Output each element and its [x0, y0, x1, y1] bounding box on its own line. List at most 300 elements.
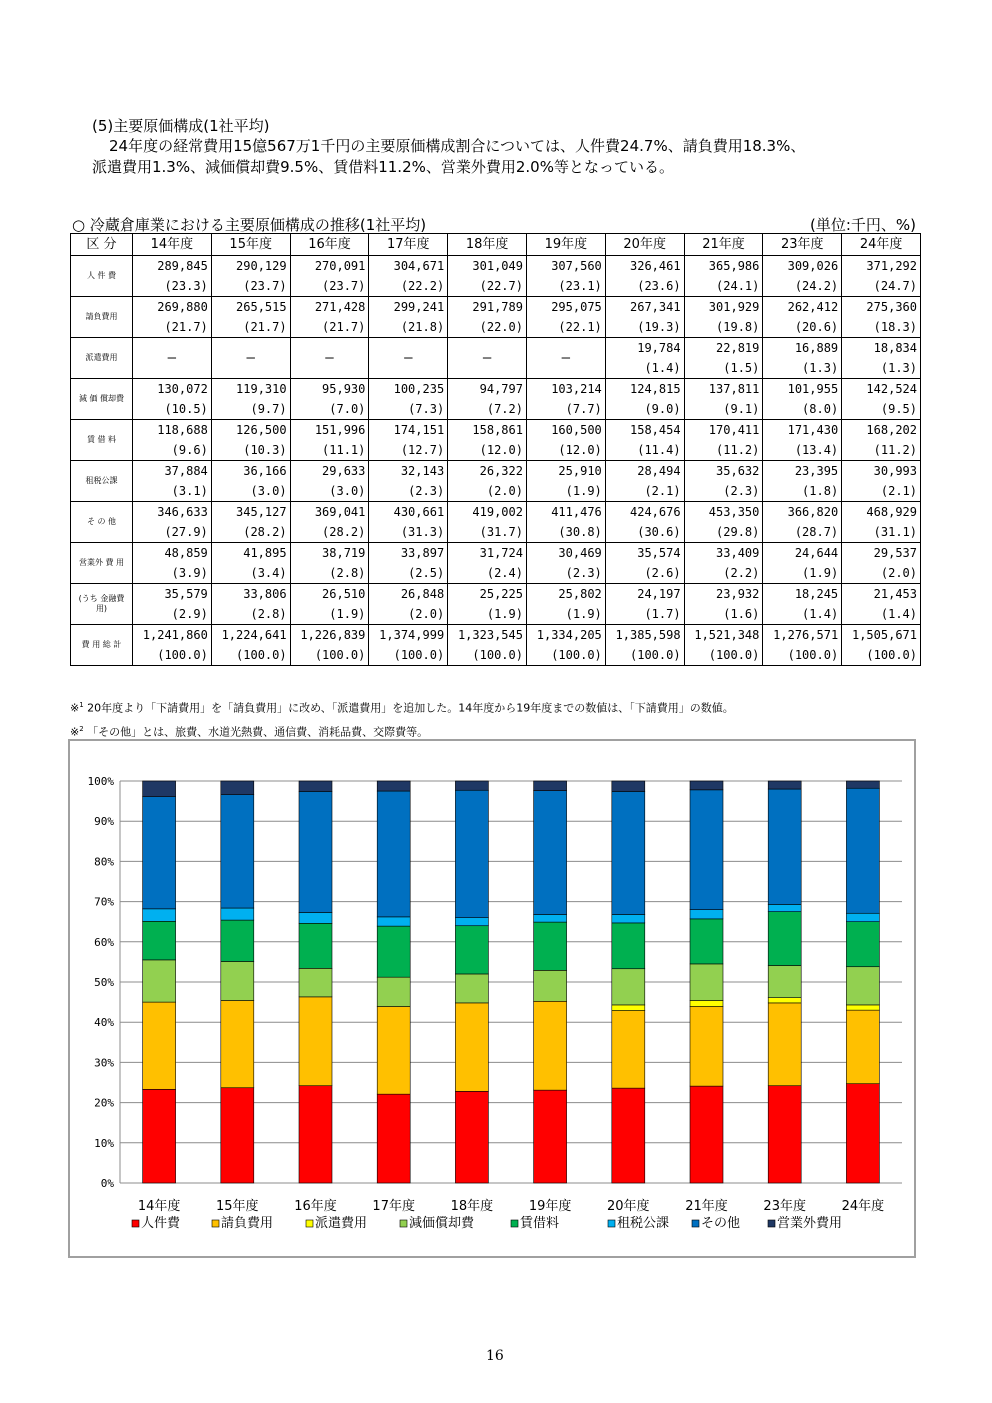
- cell-value: 160,500: [526, 420, 605, 441]
- row-category-label: 費 用 総 計: [71, 625, 133, 666]
- cell-value: 35,574: [605, 543, 684, 564]
- cell-percent: (2.8): [290, 563, 369, 584]
- legend-label: 減価償却費: [409, 1216, 475, 1231]
- cell-value: 168,202: [842, 420, 921, 441]
- cell-percent: (22.7): [448, 276, 527, 297]
- cell-percent: (100.0): [290, 645, 369, 666]
- cell-value: 291,789: [448, 297, 527, 318]
- bar-segment: [690, 910, 723, 919]
- cell-value: 37,884: [133, 461, 212, 482]
- header-year: 19年度: [526, 234, 605, 256]
- cell-percent: (8.0): [763, 399, 842, 420]
- bar-segment: [455, 926, 488, 974]
- bar-segment: [612, 791, 645, 914]
- cell-value: 174,151: [369, 420, 448, 441]
- cell-percent: (2.1): [605, 481, 684, 502]
- table-row-percent: [71, 440, 921, 461]
- cell-percent: (2.0): [369, 604, 448, 625]
- table-unit: (単位:千円、%): [809, 216, 916, 234]
- cell-percent: (100.0): [369, 645, 448, 666]
- row-category-label: 租税公課: [71, 461, 133, 502]
- table-row-percent: [71, 563, 921, 584]
- legend-label: 営業外費用: [777, 1216, 843, 1231]
- cell-value: 24,197: [605, 584, 684, 605]
- cell-percent: (7.7): [526, 399, 605, 420]
- row-category-label: (うち 金融費用): [71, 584, 133, 625]
- cell-percent: (1.4): [605, 358, 684, 379]
- cell-value: 95,930: [290, 379, 369, 400]
- y-tick-label: 100%: [87, 775, 114, 788]
- bar-segment: [846, 781, 879, 788]
- table-row-percent: [71, 522, 921, 543]
- bar-segment: [768, 966, 801, 998]
- cell-percent: (7.3): [369, 399, 448, 420]
- header-year: 15年度: [211, 234, 290, 256]
- cell-percent: (13.4): [763, 440, 842, 461]
- cell-value: 307,560: [526, 256, 605, 277]
- cell-value: 119,310: [211, 379, 290, 400]
- x-tick-label: 14年度: [137, 1199, 181, 1214]
- cell-dash: —: [211, 338, 290, 379]
- cell-value: 126,500: [211, 420, 290, 441]
- cell-value: 23,932: [684, 584, 763, 605]
- bar-segment: [221, 908, 254, 920]
- legend-label: 請負費用: [221, 1216, 274, 1231]
- y-tick-label: 20%: [94, 1096, 114, 1110]
- bar-segment: [846, 967, 879, 1005]
- table-header-row: [71, 234, 921, 256]
- legend-label: 賃借料: [520, 1216, 560, 1231]
- cell-value: 142,524: [842, 379, 921, 400]
- cell-value: 468,929: [842, 502, 921, 523]
- bar-segment: [534, 922, 567, 970]
- cell-value: 326,461: [605, 256, 684, 277]
- cell-percent: (11.2): [684, 440, 763, 461]
- table-row-values: [71, 584, 921, 605]
- cell-percent: (1.4): [763, 604, 842, 625]
- bar-segment: [612, 1005, 645, 1011]
- bar-segment: [377, 1094, 410, 1183]
- table-row-values: [71, 543, 921, 564]
- bar-segment: [377, 791, 410, 917]
- cell-value: 1,385,598: [605, 625, 684, 646]
- bar-segment: [534, 914, 567, 922]
- cell-value: 103,214: [526, 379, 605, 400]
- cell-percent: (2.0): [448, 481, 527, 502]
- bar-segment: [143, 1002, 176, 1089]
- bar-segment: [846, 788, 879, 913]
- cell-percent: (1.5): [684, 358, 763, 379]
- cell-value: 271,428: [290, 297, 369, 318]
- cell-value: 304,671: [369, 256, 448, 277]
- table-row-values: [71, 379, 921, 400]
- legend-swatch: [608, 1220, 615, 1227]
- cell-value: 30,469: [526, 543, 605, 564]
- bar-segment: [846, 1010, 879, 1084]
- bar-segment: [143, 921, 176, 960]
- cell-percent: (100.0): [605, 645, 684, 666]
- header-year: 21年度: [684, 234, 763, 256]
- bar-segment: [221, 795, 254, 908]
- cell-percent: (24.7): [842, 276, 921, 297]
- summary-text: [92, 136, 932, 178]
- cell-value: 411,476: [526, 502, 605, 523]
- cell-value: 1,276,571: [763, 625, 842, 646]
- cell-value: 29,633: [290, 461, 369, 482]
- legend-label: 人件費: [141, 1216, 181, 1231]
- bar-segment: [299, 1086, 332, 1183]
- cell-percent: (22.2): [369, 276, 448, 297]
- cell-value: 101,955: [763, 379, 842, 400]
- cell-percent: (10.5): [133, 399, 212, 420]
- cell-percent: (1.3): [842, 358, 921, 379]
- cell-percent: (100.0): [448, 645, 527, 666]
- legend-swatch: [306, 1220, 313, 1227]
- cell-value: 1,323,545: [448, 625, 527, 646]
- y-tick-label: 70%: [94, 895, 114, 909]
- cell-value: 366,820: [763, 502, 842, 523]
- header-year: 14年度: [133, 234, 212, 256]
- cell-percent: (19.3): [605, 317, 684, 338]
- cell-value: 1,334,205: [526, 625, 605, 646]
- cell-percent: (2.4): [448, 563, 527, 584]
- cell-value: 301,049: [448, 256, 527, 277]
- cell-percent: (1.4): [842, 604, 921, 625]
- cell-value: 424,676: [605, 502, 684, 523]
- cell-percent: (28.7): [763, 522, 842, 543]
- cell-value: 30,993: [842, 461, 921, 482]
- row-category-label: 減 価 償却費: [71, 379, 133, 420]
- cell-percent: (21.7): [290, 317, 369, 338]
- cell-value: 100,235: [369, 379, 448, 400]
- cell-value: 290,129: [211, 256, 290, 277]
- y-tick-label: 0%: [100, 1177, 114, 1190]
- cell-percent: (100.0): [526, 645, 605, 666]
- cell-percent: (23.3): [133, 276, 212, 297]
- bar-segment: [455, 790, 488, 917]
- header-year: 24年度: [842, 234, 921, 256]
- cell-percent: (12.0): [526, 440, 605, 461]
- cell-percent: (3.0): [211, 481, 290, 502]
- cell-value: 262,412: [763, 297, 842, 318]
- cell-dash: —: [526, 338, 605, 379]
- x-tick-label: 19年度: [528, 1199, 572, 1214]
- bar-segment: [299, 968, 332, 997]
- cell-value: 130,072: [133, 379, 212, 400]
- cell-value: 419,002: [448, 502, 527, 523]
- cell-percent: (28.2): [290, 522, 369, 543]
- table-row-percent: [71, 399, 921, 420]
- row-category-label: 賃 借 料: [71, 420, 133, 461]
- cell-percent: (2.5): [369, 563, 448, 584]
- bar-segment: [768, 912, 801, 966]
- bar-segment: [612, 1088, 645, 1183]
- legend-swatch: [768, 1220, 775, 1227]
- table-row-percent: [71, 481, 921, 502]
- row-category-label: 営業外 費 用: [71, 543, 133, 584]
- cell-value: 24,644: [763, 543, 842, 564]
- cell-percent: (18.3): [842, 317, 921, 338]
- cell-percent: (24.1): [684, 276, 763, 297]
- cell-percent: (9.0): [605, 399, 684, 420]
- cell-value: 137,811: [684, 379, 763, 400]
- bar-segment: [299, 912, 332, 923]
- table-row-values: [71, 256, 921, 277]
- legend-label: 派遣費用: [315, 1216, 368, 1231]
- bar-segment: [377, 1007, 410, 1095]
- cell-value: 275,360: [842, 297, 921, 318]
- cell-percent: (22.1): [526, 317, 605, 338]
- cell-value: 1,505,671: [842, 625, 921, 646]
- cell-value: 171,430: [763, 420, 842, 441]
- summary-line-2: 派遣費用1.3%、減価償却費9.5%、賃借料11.2%、営業外費用2.0%等となっている。: [92, 158, 674, 176]
- cell-percent: (3.4): [211, 563, 290, 584]
- cell-dash: —: [369, 338, 448, 379]
- cell-value: 35,632: [684, 461, 763, 482]
- table-row-values: [71, 461, 921, 482]
- header-year: 16年度: [290, 234, 369, 256]
- bar-segment: [612, 1011, 645, 1089]
- cell-value: 295,075: [526, 297, 605, 318]
- bar-segment: [768, 904, 801, 911]
- cell-percent: (9.5): [842, 399, 921, 420]
- cell-value: 453,350: [684, 502, 763, 523]
- bar-segment: [612, 914, 645, 922]
- notes: [70, 695, 734, 742]
- bar-segment: [846, 1084, 879, 1183]
- bar-segment: [455, 974, 488, 1003]
- cell-percent: (100.0): [211, 645, 290, 666]
- bar-segment: [612, 923, 645, 969]
- cell-value: 371,292: [842, 256, 921, 277]
- table-row-percent: [71, 276, 921, 297]
- cell-percent: (12.7): [369, 440, 448, 461]
- bar-segment: [455, 1091, 488, 1183]
- cell-value: 33,806: [211, 584, 290, 605]
- table-row-values: [71, 502, 921, 523]
- table-row-percent: [71, 604, 921, 625]
- cell-percent: (11.4): [605, 440, 684, 461]
- cell-value: 33,897: [369, 543, 448, 564]
- cell-value: 265,515: [211, 297, 290, 318]
- cell-value: 158,861: [448, 420, 527, 441]
- bar-segment: [299, 923, 332, 968]
- table-row-percent: [71, 317, 921, 338]
- cell-dash: —: [133, 338, 212, 379]
- cell-percent: (29.8): [684, 522, 763, 543]
- cell-percent: (23.7): [211, 276, 290, 297]
- cell-value: 22,819: [684, 338, 763, 359]
- cell-value: 1,241,860: [133, 625, 212, 646]
- cell-percent: (31.1): [842, 522, 921, 543]
- y-tick-label: 50%: [94, 976, 114, 989]
- bar-segment: [768, 781, 801, 789]
- legend-swatch: [692, 1220, 699, 1227]
- y-tick-label: 40%: [94, 1016, 114, 1030]
- cell-value: 35,579: [133, 584, 212, 605]
- cell-percent: (2.1): [842, 481, 921, 502]
- table-row-values: [71, 420, 921, 441]
- cell-value: 26,510: [290, 584, 369, 605]
- cell-value: 267,341: [605, 297, 684, 318]
- legend-swatch: [132, 1220, 139, 1227]
- header-year: 17年度: [369, 234, 448, 256]
- bar-segment: [690, 964, 723, 1001]
- note-2: ※$^2$ 「その他」とは、旅費、水道光熱費、通信費、消耗品費、交際費等。: [70, 724, 429, 739]
- cell-value: 269,880: [133, 297, 212, 318]
- cell-value: 151,996: [290, 420, 369, 441]
- bar-segment: [846, 922, 879, 967]
- table-title: ○ 冷蔵倉庫業における主要原価構成の推移(1社平均): [72, 216, 427, 234]
- bar-segment: [221, 961, 254, 1000]
- bar-segment: [221, 920, 254, 961]
- bar-segment: [377, 926, 410, 977]
- cell-percent: (1.9): [290, 604, 369, 625]
- y-tick-label: 90%: [94, 815, 114, 829]
- section-title: (5)主要原価構成(1社平均): [92, 117, 270, 135]
- summary-line-1: 24年度の経常費用15億567万1千円の主要原価構成割合については、人件費24.7%、請負費用18.3%、: [109, 137, 806, 155]
- cell-percent: (19.8): [684, 317, 763, 338]
- bar-segment: [143, 797, 176, 909]
- cell-percent: (30.6): [605, 522, 684, 543]
- cell-percent: (3.0): [290, 481, 369, 502]
- bar-segment: [143, 909, 176, 921]
- bar-segment: [221, 1000, 254, 1087]
- cell-percent: (1.7): [605, 604, 684, 625]
- cell-dash: —: [448, 338, 527, 379]
- header-category: 区 分: [71, 234, 133, 256]
- cell-percent: (100.0): [763, 645, 842, 666]
- x-tick-label: 21年度: [685, 1199, 728, 1214]
- cell-value: 32,143: [369, 461, 448, 482]
- cell-value: 29,537: [842, 543, 921, 564]
- cell-percent: (3.1): [133, 481, 212, 502]
- cell-value: 301,929: [684, 297, 763, 318]
- bar-segment: [534, 791, 567, 915]
- cell-percent: (31.7): [448, 522, 527, 543]
- cell-value: 31,724: [448, 543, 527, 564]
- table-row-values: [71, 625, 921, 646]
- bar-segment: [455, 1003, 488, 1091]
- cell-value: 19,784: [605, 338, 684, 359]
- cell-percent: (3.9): [133, 563, 212, 584]
- cell-percent: (7.0): [290, 399, 369, 420]
- cell-value: 18,245: [763, 584, 842, 605]
- y-tick-label: 80%: [94, 855, 114, 869]
- table-row-values: [71, 297, 921, 318]
- cell-percent: (1.6): [684, 604, 763, 625]
- x-tick-label: 18年度: [450, 1199, 494, 1214]
- cell-percent: (1.9): [526, 604, 605, 625]
- bar-segment: [534, 781, 567, 791]
- bar-segment: [299, 997, 332, 1086]
- bar-segment: [221, 1088, 254, 1183]
- bar-segment: [690, 1000, 723, 1006]
- x-tick-label: 20年度: [607, 1199, 650, 1214]
- legend-swatch: [400, 1220, 407, 1227]
- cell-value: 1,224,641: [211, 625, 290, 646]
- bar-segment: [455, 781, 488, 790]
- legend-swatch: [212, 1220, 219, 1227]
- cell-value: 309,026: [763, 256, 842, 277]
- bar-segment: [768, 1086, 801, 1183]
- cell-percent: (1.9): [448, 604, 527, 625]
- cell-value: 28,494: [605, 461, 684, 482]
- cell-value: 270,091: [290, 256, 369, 277]
- stacked-bar-chart: [70, 741, 914, 1256]
- bar-segment: [690, 790, 723, 910]
- cell-value: 26,322: [448, 461, 527, 482]
- cell-value: 1,521,348: [684, 625, 763, 646]
- row-category-label: 派遣費用: [71, 338, 133, 379]
- cell-value: 170,411: [684, 420, 763, 441]
- cell-percent: (22.0): [448, 317, 527, 338]
- bar-segment: [455, 918, 488, 926]
- cell-value: 299,241: [369, 297, 448, 318]
- bar-segment: [377, 917, 410, 926]
- y-tick-label: 10%: [94, 1136, 114, 1150]
- bar-segment: [534, 1001, 567, 1090]
- bar-segment: [690, 1007, 723, 1087]
- chart-frame: [68, 739, 916, 1258]
- cell-value: 33,409: [684, 543, 763, 564]
- x-tick-label: 23年度: [763, 1199, 806, 1214]
- cell-percent: (1.9): [526, 481, 605, 502]
- cell-percent: (10.3): [211, 440, 290, 461]
- cell-percent: (2.2): [684, 563, 763, 584]
- cell-percent: (9.7): [211, 399, 290, 420]
- note-1: ※$^1$ 20年度より「下請費用」を「請負費用」に改め、「派遣費用」を追加した。14年度から19年度までの数値は、「下請費用」の数値。: [70, 701, 734, 715]
- x-tick-label: 24年度: [841, 1199, 885, 1214]
- bar-segment: [221, 781, 254, 795]
- cost-structure-table: [70, 233, 921, 666]
- cell-value: 26,848: [369, 584, 448, 605]
- bar-segment: [377, 781, 410, 791]
- cell-percent: (30.8): [526, 522, 605, 543]
- cell-percent: (1.8): [763, 481, 842, 502]
- y-tick-label: 30%: [94, 1056, 114, 1070]
- cell-percent: (21.7): [133, 317, 212, 338]
- x-tick-label: 15年度: [216, 1199, 259, 1214]
- row-category-label: そ の 他: [71, 502, 133, 543]
- cell-percent: (23.6): [605, 276, 684, 297]
- cell-percent: (2.3): [684, 481, 763, 502]
- cell-value: 346,633: [133, 502, 212, 523]
- bar-segment: [143, 1089, 176, 1183]
- bar-segment: [143, 960, 176, 1002]
- bar-segment: [690, 919, 723, 964]
- cell-percent: (9.6): [133, 440, 212, 461]
- cell-percent: (28.2): [211, 522, 290, 543]
- bar-segment: [612, 969, 645, 1005]
- bar-segment: [299, 791, 332, 912]
- x-tick-label: 17年度: [372, 1199, 415, 1214]
- header-year: 18年度: [448, 234, 527, 256]
- legend-label: 租税公課: [617, 1216, 670, 1231]
- cell-percent: (100.0): [684, 645, 763, 666]
- page-number: 16: [486, 1348, 504, 1364]
- table-caption: [72, 214, 920, 234]
- cell-percent: (21.7): [211, 317, 290, 338]
- table-body: [71, 256, 921, 666]
- cell-value: 289,845: [133, 256, 212, 277]
- cell-percent: (2.0): [842, 563, 921, 584]
- cell-percent: (21.8): [369, 317, 448, 338]
- cell-percent: (100.0): [133, 645, 212, 666]
- cell-value: 48,859: [133, 543, 212, 564]
- header-year: 23年度: [763, 234, 842, 256]
- cell-percent: (2.6): [605, 563, 684, 584]
